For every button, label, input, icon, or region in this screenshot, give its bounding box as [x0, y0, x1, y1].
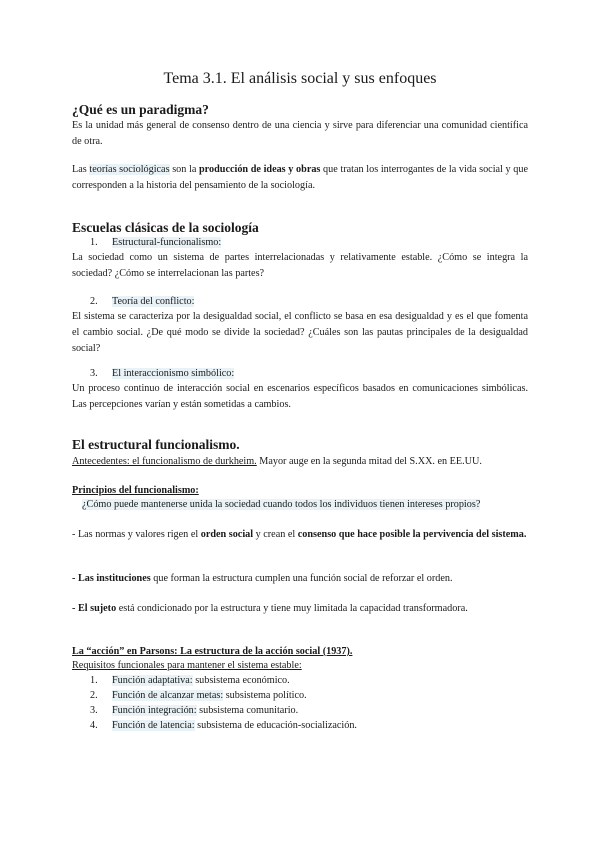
principio-bullet-1: [72, 527, 528, 543]
escuela-text-1: La sociedad como un sistema de partes interrelacionadas y relativamente estable. ¿Cómo se integra la sociedad? ¿Cómo se interrelacionan las partes?: [72, 252, 528, 279]
escuela-num: 2.: [90, 296, 98, 307]
escuela-item-2: [90, 294, 194, 310]
instituciones-bold: Las instituciones: [77, 573, 151, 584]
requisito-num: 2.: [90, 690, 98, 701]
requisito-label: Función de latencia:: [112, 720, 195, 731]
b1-mid: y crean el: [253, 529, 298, 540]
requisito-label: Función integración:: [112, 705, 197, 716]
p2-pre: Las: [72, 164, 90, 175]
requisito-text: subsistema económico.: [192, 675, 290, 686]
b2-post: que forman la estructura cumplen una función social de reforzar el orden.: [150, 573, 453, 584]
teorias-paragraph: [72, 162, 528, 194]
produccion-bold: producción de ideas y obras: [199, 164, 321, 175]
b3-dash: -: [72, 603, 78, 614]
antecedentes-label: Antecedentes: el funcionalismo de durkheim.: [72, 456, 257, 467]
b3-post: está condicionado por la estructura y tiene muy limitada la capacidad transformadora.: [116, 603, 468, 614]
escuelas-heading: Escuelas clásicas de la sociología: [72, 220, 259, 235]
principio-bullet-3: [72, 601, 468, 617]
requisito-item-1: [90, 673, 290, 689]
requisito-item-3: [90, 703, 298, 719]
escuela-num: 3.: [90, 368, 98, 379]
requisito-label: Función adaptativa:: [112, 675, 193, 686]
consenso-bold: consenso que hace posible la pervivencia del sistema.: [297, 529, 527, 540]
parsons-heading: La “acción” en Parsons: La estructura de la acción social (1937).: [72, 646, 353, 657]
paradigma-heading: ¿Qué es un paradigma?: [72, 102, 209, 117]
escuela-text-3: Un proceso continuo de interacción social en escenarios específicos basados en comunicaciones simbólicas. Las percepciones varían y están sometidas a cambios.: [72, 383, 528, 410]
sujeto-bold: El sujeto: [77, 603, 117, 614]
escuela-num: 1.: [90, 237, 98, 248]
requisito-label: Función de alcanzar metas:: [112, 690, 224, 701]
b2-dash: -: [72, 573, 78, 584]
requisito-item-4: [90, 718, 357, 734]
page-title: Tema 3.1. El análisis social y sus enfoques: [163, 70, 437, 87]
escuela-label: Teoría del conflicto:: [112, 296, 195, 307]
requisito-num: 1.: [90, 675, 98, 686]
requisito-text: subsistema político.: [223, 690, 307, 701]
requisito-num: 4.: [90, 720, 98, 731]
question-highlight: ¿Cómo puede mantenerse unida la sociedad cuando todos los individuos tienen intereses propios?: [82, 499, 481, 510]
requisito-text: subsistema de educación-socialización.: [194, 720, 357, 731]
principios-question: [82, 497, 480, 513]
requisitos-label: Requisitos funcionales para mantener el sistema estable:: [72, 660, 302, 671]
antecedentes-line: [72, 454, 482, 470]
requisito-num: 3.: [90, 705, 98, 716]
escuela-item-3: [90, 366, 234, 382]
funcionalismo-heading: El estructural funcionalismo.: [72, 437, 240, 452]
p2-mid: son la: [169, 164, 200, 175]
escuela-item-1: [90, 235, 221, 251]
paradigma-definition: Es la unidad más general de consenso dentro de una ciencia y sirve para diferenciar una comunidad científica de otra.: [72, 120, 528, 147]
escuela-label: El interaccionismo simbólico:: [112, 368, 235, 379]
escuela-text-2: El sistema se caracteriza por la desigualdad social, el conflicto se basa en esa desigualdad y es el que fomenta el cambio social. ¿De qué modo se divide la sociedad? ¿Cuáles son las pautas principales de la desigualdad social?: [72, 311, 528, 354]
antecedentes-text: Mayor auge en la segunda mitad del S.XX. en EE.UU.: [256, 456, 482, 467]
escuela-label: Estructural-funcionalismo:: [112, 237, 222, 248]
b1-pre: - Las normas y valores rigen el: [72, 529, 201, 540]
teorias-highlight: teorías sociológicas: [89, 164, 170, 175]
principio-bullet-2: [72, 571, 453, 587]
p2-post: que tratan los interrogantes de la vida social y que corresponden a la historia del pensamiento de la sociología.: [72, 164, 528, 191]
orden-social-bold: orden social: [200, 529, 254, 540]
requisito-text: subsistema comunitario.: [196, 705, 299, 716]
requisito-item-2: [90, 688, 307, 704]
principios-heading: Principios del funcionalismo:: [72, 485, 199, 496]
